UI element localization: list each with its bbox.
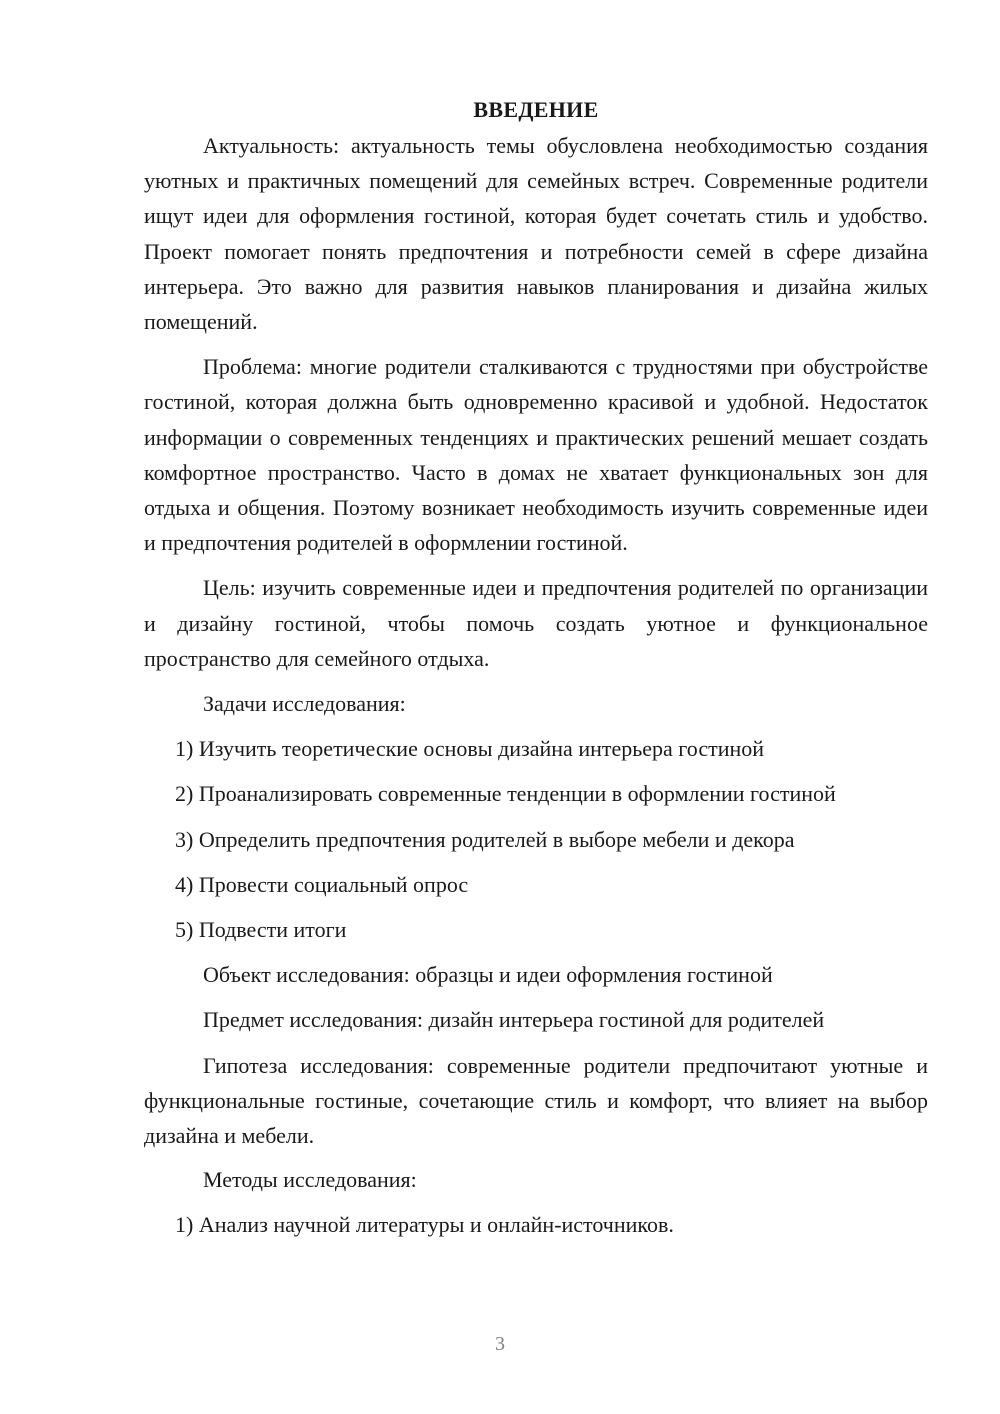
goal-paragraph: Цель: изучить современные идеи и предпочтения родителей по организации и дизайну гостиной, чтобы помочь создать уютное и функциональное пространство для семейного отдыха. — [144, 575, 928, 671]
task-item: 3) Определить предпочтения родителей в выборе мебели и декора — [175, 826, 795, 852]
problem-paragraph: Проблема: многие родители сталкиваются с трудностями при обустройстве гостиной, которая должна быть одновременно красивой и удобной. Недостаток информации о современных тенденциях и практических решений мешает создать комфортное пространство. Часто в домах не хватает функциональных зон для отдыха и общения. Поэтому возникает необходимость изучить современные идеи и предпочтения родителей в оформлении гостиной. — [144, 354, 928, 556]
research-object: Объект исследования: образцы и идеи оформления гостиной — [203, 962, 773, 988]
tasks-title: Задачи исследования: — [203, 691, 406, 717]
method-item: 1) Анализ научной литературы и онлайн-источников. — [175, 1212, 674, 1238]
section-heading: ВВЕДЕНИЕ — [473, 97, 599, 122]
task-item: 5) Подвести итоги — [175, 917, 347, 943]
relevance-paragraph: Актуальность: актуальность темы обусловлена необходимостью создания уютных и практичных помещений для семейных встреч. Современные родители ищут идеи для оформления гостиной, которая будет сочетать стиль и удобство. Проект помогает понять предпочтения и потребности семей в сфере дизайна интерьера. Это важно для развития навыков планирования и дизайна жилых помещений. — [144, 133, 928, 335]
task-item: 2) Проанализировать современные тенденции в оформлении гостиной — [175, 781, 836, 807]
hypothesis-paragraph: Гипотеза исследования: современные родители предпочитают уютные и функциональные гостиные, сочетающие стиль и комфорт, что влияет на выбор дизайна и мебели. — [144, 1052, 928, 1149]
methods-title: Методы исследования: — [203, 1167, 417, 1193]
task-item: 4) Провести социальный опрос — [175, 871, 469, 897]
research-subject: Предмет исследования: дизайн интерьера гостиной для родителей — [203, 1007, 825, 1033]
document-page — [144, 94, 928, 1253]
page-number: 3 — [495, 1333, 505, 1355]
task-item: 1) Изучить теоретические основы дизайна интерьера гостиной — [175, 736, 765, 762]
